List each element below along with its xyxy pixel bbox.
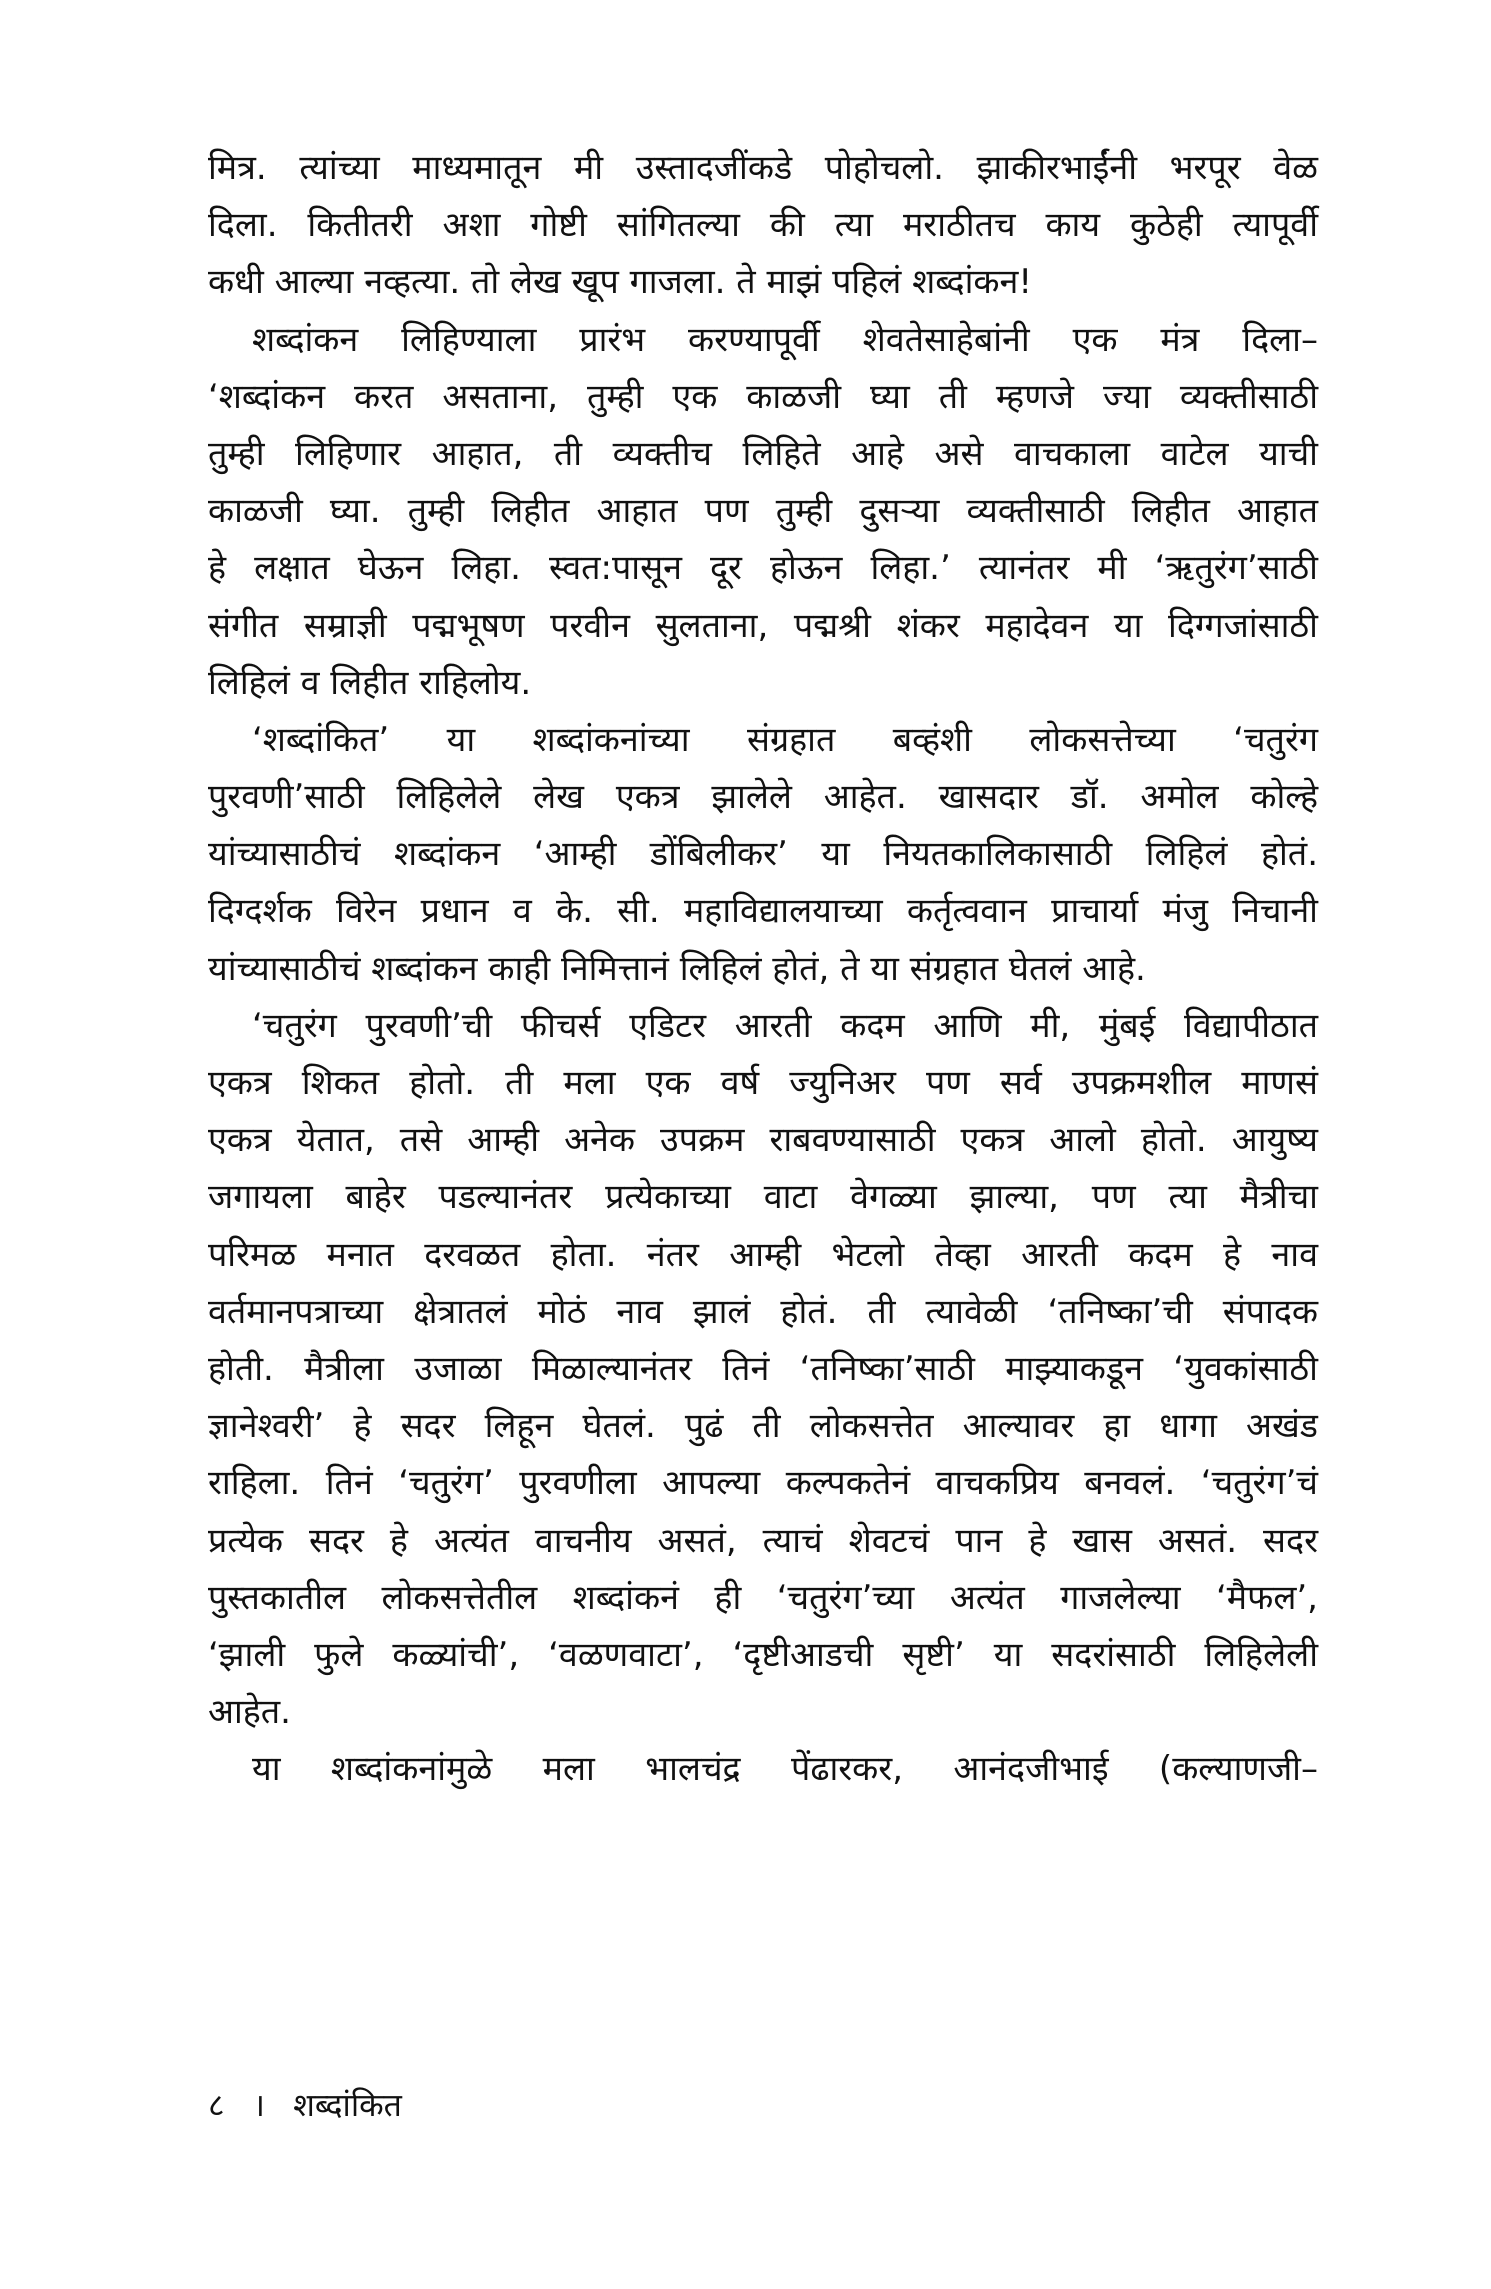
text-line: वर्तमानपत्राच्या क्षेत्रातलं मोठं नाव झालं होतं. ती त्यावेळी ‘तनिष्का’ची संपादक	[208, 1291, 1318, 1332]
text-line: कधी आल्या नव्हत्या. तो लेख खूप गाजला. ते माझं पहिलं शब्दांकन!	[208, 262, 1033, 303]
text-line: ज्ञानेश्वरी’ हे सदर लिहून घेतलं. पुढं ती लोकसत्तेत आल्यावर हा धागा अखंड	[208, 1406, 1318, 1447]
text-line: पुस्तकातील लोकसत्तेतील शब्दांकनं ही ‘चतुरंग’च्या अत्यंत गाजलेल्या ‘मैफल’,	[208, 1577, 1318, 1618]
text-line: जगायला बाहेर पडल्यानंतर प्रत्येकाच्या वाटा वेगळ्या झाल्या, पण त्या मैत्रीचा	[208, 1177, 1318, 1218]
text-line: राहिला. तिनं ‘चतुरंग’ पुरवणीला आपल्या कल्पकतेनं वाचकप्रिय बनवलं. ‘चतुरंग’चं	[208, 1463, 1318, 1504]
text-line: ‘चतुरंग पुरवणी’ची फीचर्स एडिटर आरती कदम आणि मी, मुंबई विद्यापीठात	[252, 1005, 1318, 1046]
text-line: पुरवणी’साठी लिहिलेले लेख एकत्र झालेले आहेत. खासदार डॉ. अमोल कोल्हे	[208, 777, 1318, 818]
text-line: ‘शब्दांकन करत असताना, तुम्ही एक काळजी घ्या ती म्हणजे ज्या व्यक्तीसाठी	[208, 376, 1318, 417]
text-line: या शब्दांकनांमुळे मला भालचंद्र पेंढारकर, आनंदजीभाई (कल्याणजी–	[252, 1749, 1318, 1790]
text-line: हे लक्षात घेऊन लिहा. स्वत:पासून दूर होऊन लिहा.’ त्यानंतर मी ‘ऋतुरंग’साठी	[208, 548, 1318, 589]
text-line: ‘शब्दांकित’ या शब्दांकनांच्या संग्रहात बव्हंशी लोकसत्तेच्या ‘चतुरंग	[252, 719, 1318, 760]
text-line: काळजी घ्या. तुम्ही लिहीत आहात पण तुम्ही दुसऱ्या व्यक्तीसाठी लिहीत आहात	[208, 491, 1318, 532]
page-footer	[208, 2085, 420, 2125]
text-line: एकत्र येतात, तसे आम्ही अनेक उपक्रम राबवण्यासाठी एकत्र आलो होतो. आयुष्य	[208, 1120, 1318, 1161]
text-line: आहेत.	[208, 1692, 291, 1733]
text-line: दिला. कितीतरी अशा गोष्टी सांगितल्या की त्या मराठीतच काय कुठेही त्यापूर्वी	[208, 205, 1318, 246]
text-line: एकत्र शिकत होतो. ती मला एक वर्ष ज्युनिअर पण सर्व उपक्रमशील माणसं	[208, 1063, 1318, 1103]
page-number: ८	[208, 2086, 225, 2124]
text-line: लिहिलं व लिहीत राहिलोय.	[208, 662, 532, 703]
text-line: होती. मैत्रीला उजाळा मिळाल्यानंतर तिनं ‘तनिष्का’साठी माझ्याकडून ‘युवकांसाठी	[208, 1348, 1318, 1389]
text-line: शब्दांकन लिहिण्याला प्रारंभ करण्यापूर्वी शेवतेसाहेबांनी एक मंत्र दिला–	[252, 319, 1318, 360]
footer-separator: ।	[252, 2086, 265, 2124]
text-line: ‘झाली फुले कळ्यांची’, ‘वळणवाटा’, ‘दृष्टीआडची सृष्टी’ या सदरांसाठी लिहिलेली	[208, 1634, 1318, 1675]
text-line: दिग्दर्शक विरेन प्रधान व के. सी. महाविद्यालयाच्या कर्तृत्ववान प्राचार्या मंजु निचानी	[208, 891, 1318, 932]
text-line: परिमळ मनात दरवळत होता. नंतर आम्ही भेटलो तेव्हा आरती कदम हे नाव	[208, 1234, 1318, 1275]
text-line: प्रत्येक सदर हे अत्यंत वाचनीय असतं, त्याचं शेवटचं पान हे खास असतं. सदर	[208, 1520, 1318, 1561]
text-line: तुम्ही लिहिणार आहात, ती व्यक्तीच लिहिते आहे असे वाचकाला वाटेल याची	[208, 433, 1318, 474]
text-line: मित्र. त्यांच्या माध्यमातून मी उस्तादजींकडे पोहोचलो. झाकीरभाईंनी भरपूर वेळ	[208, 148, 1318, 188]
body-text	[208, 140, 1318, 1798]
text-line: यांच्यासाठीचं शब्दांकन काही निमित्तानं लिहिलं होतं, ते या संग्रहात घेतलं आहे.	[208, 948, 1146, 989]
text-line: यांच्यासाठीचं शब्दांकन ‘आम्ही डोंबिलीकर’ या नियतकालिकासाठी लिहिलं होतं.	[208, 834, 1318, 875]
text-line: संगीत सम्राज्ञी पद्मभूषण परवीन सुलताना, पद्मश्री शंकर महादेवन या दिग्गजांसाठी	[208, 605, 1318, 646]
book-title: शब्दांकित	[293, 2086, 402, 2124]
